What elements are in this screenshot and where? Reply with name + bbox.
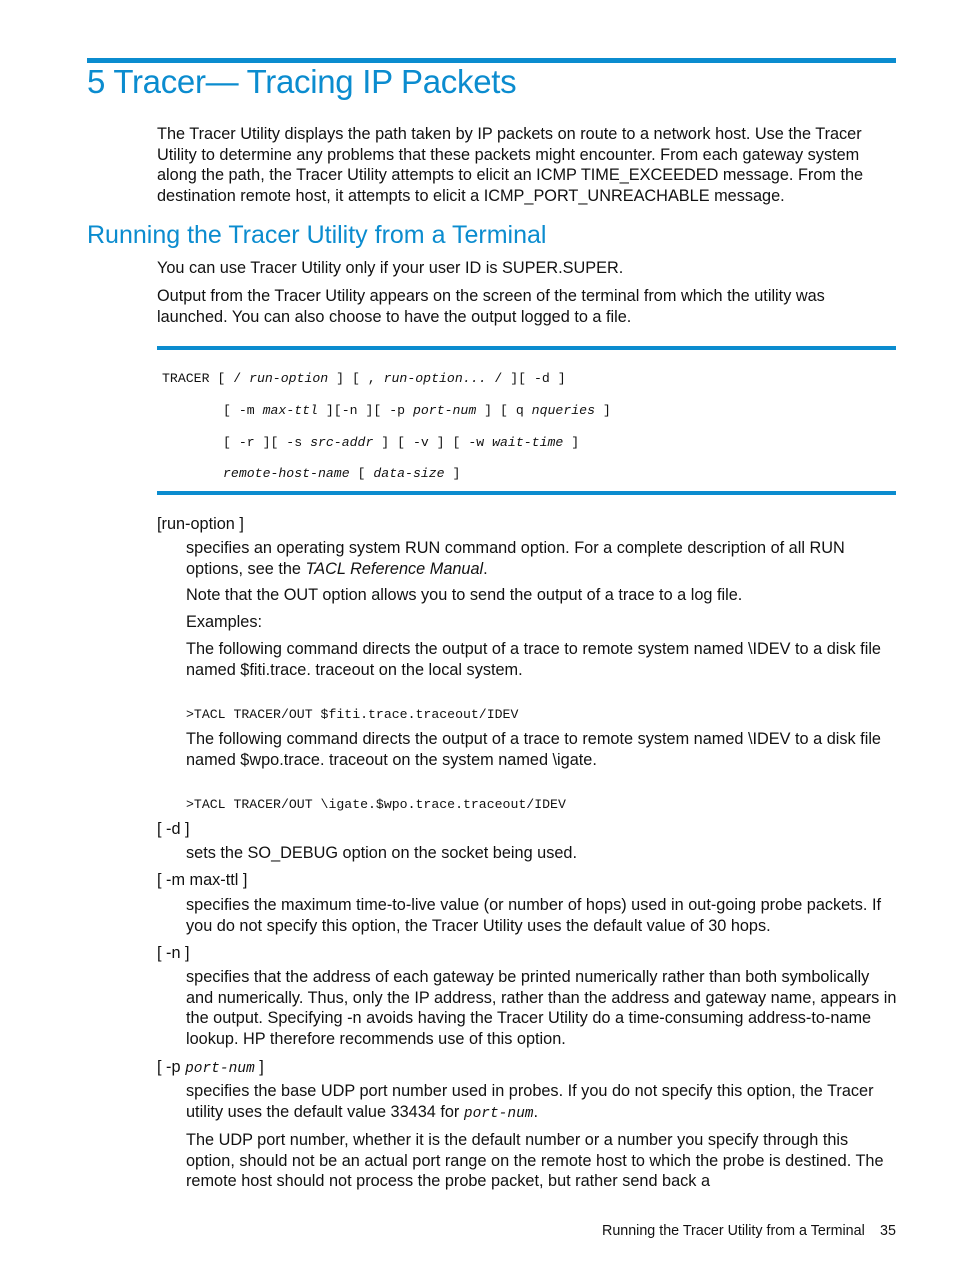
- section-paragraph-1: You can use Tracer Utility only if your user ID is SUPER.SUPER.: [157, 259, 624, 277]
- section-paragraph-2: Output from the Tracer Utility appears on the screen of the terminal from which the utility was launched. You can also choose to have the output logged to a file.: [157, 287, 825, 326]
- option-term-m: [ -m max-ttl ]: [157, 871, 248, 889]
- intro-paragraph: The Tracer Utility displays the path taken by IP packets on route to a network host. Use the Tracer Utility to determine any problems that these packets might encounter. From each gateway system along the path, the Tracer Utility attempts to elicit an ICMP TIME_EXCEEDED message. From the destination remote host, it attempts to elicit a ICMP_PORT_UNREACHABLE message.: [157, 125, 864, 205]
- example-2-code: >TACL TRACER/OUT \igate.$wpo.trace.traceout/IDEV: [186, 797, 566, 812]
- syntax-line-4: remote-host-name [ data-size ]: [223, 466, 461, 481]
- syntax-line-2: [ -m max-ttl ][-n ][ -p port-num ] [ q nqueries ]: [223, 403, 611, 418]
- option-desc-m: specifies the maximum time-to-live value (or number of hops) used in out-going probe packets. If you do not specify this option, the Tracer Utility uses the default value of 30 hops.: [186, 896, 881, 935]
- option-term-run-option: [run-option ]: [157, 515, 244, 533]
- syntax-line-1: TRACER [ / run-option ] [ , run-option... / ][ -d ]: [162, 371, 566, 386]
- example-1-desc: The following command directs the output of a trace to remote system named \IDEV to a disk file named $fiti.trace. traceout on the local system.: [186, 640, 881, 679]
- option-note-out: Note that the OUT option allows you to send the output of a trace to a log file.: [186, 586, 743, 604]
- option-term-n: [ -n ]: [157, 944, 190, 962]
- option-desc-p-udp: The UDP port number, whether it is the default number or a number you specify through this option, should not be an actual port range on the remote host to which the probe is destined. The remote host should not process the probe packet, but rather send back a: [186, 1131, 884, 1190]
- section-title: Running the Tracer Utility from a Terminal: [87, 221, 547, 249]
- page-number: 35: [880, 1223, 896, 1239]
- syntax-bottom-rule: [157, 491, 896, 495]
- example-2-desc: The following command directs the output of a trace to remote system named \IDEV to a disk file named $wpo.trace. traceout on the system named \igate.: [186, 730, 881, 769]
- footer-title: Running the Tracer Utility from a Terminal: [602, 1223, 865, 1239]
- option-desc-p: specifies the base UDP port number used in probes. If you do not specify this option, the Tracer utility uses the default value 33434 for port-num.: [186, 1082, 874, 1122]
- option-term-d: [ -d ]: [157, 820, 190, 838]
- examples-label: Examples:: [186, 613, 263, 631]
- syntax-line-3: [ -r ][ -s src-addr ] [ -v ] [ -w wait-time ]: [223, 435, 580, 450]
- option-desc-run-option: specifies an operating system RUN command option. For a complete description of all RUN options, see the TACL Reference Manual.: [186, 539, 845, 578]
- option-desc-d: sets the SO_DEBUG option on the socket being used.: [186, 844, 577, 862]
- option-desc-n: specifies that the address of each gateway be printed numerically rather than both symbolically and numerically. Thus, only the IP address, rather than the address and gateway name, appears in the output. Specifying -n avoids having the Tracer Utility do a time-consuming address-to-name lookup. HP therefore recommends use of this option.: [186, 968, 897, 1048]
- example-1-code: >TACL TRACER/OUT $fiti.trace.traceout/IDEV: [186, 707, 519, 722]
- option-term-p: [ -p port-num ]: [157, 1058, 264, 1077]
- chapter-title: 5 Tracer— Tracing IP Packets: [87, 63, 517, 100]
- syntax-top-rule: [157, 346, 896, 350]
